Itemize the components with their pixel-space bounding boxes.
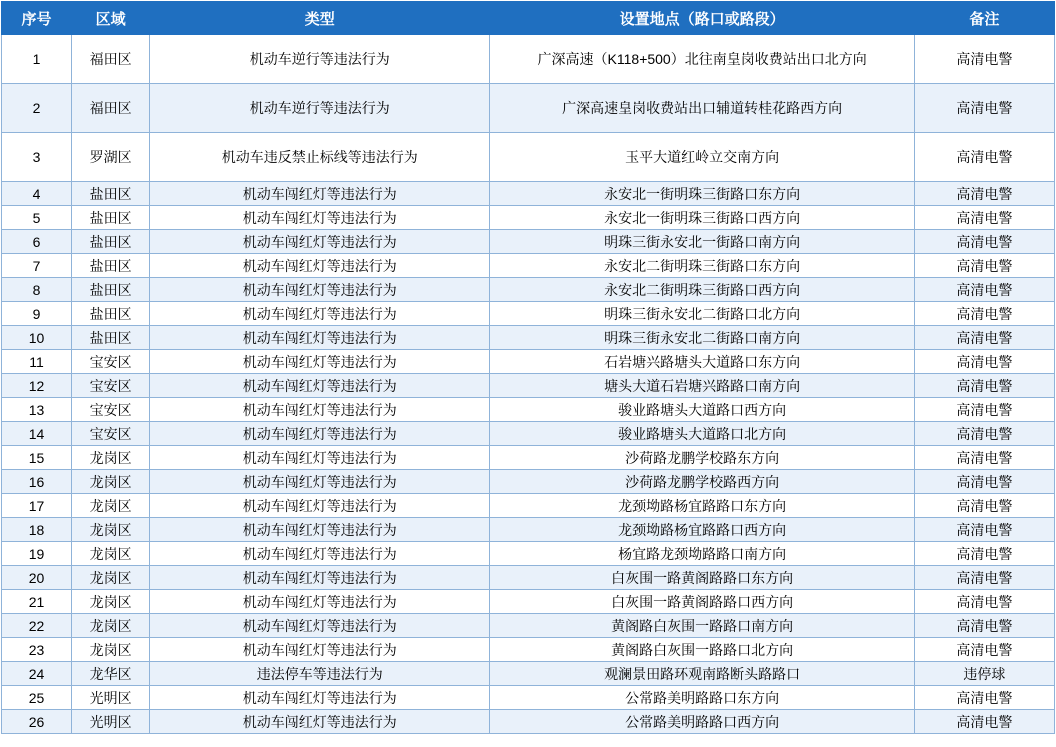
table-cell-note: 高清电警 [914,542,1054,566]
table-cell-location: 白灰围一路黄阁路路口东方向 [490,566,914,590]
table-cell-area: 宝安区 [72,398,150,422]
table-row [2,710,1055,734]
table-cell-location: 永安北二街明珠三街路口东方向 [490,254,914,278]
table-cell-index: 18 [2,518,72,542]
table-row [2,278,1055,302]
table-row [2,590,1055,614]
table-cell-index: 6 [2,230,72,254]
table-cell-note: 高清电警 [914,566,1054,590]
table-cell-note: 违停球 [914,662,1054,686]
table-row [2,35,1055,84]
table-cell-note: 高清电警 [914,35,1054,84]
table-cell-type: 机动车闯红灯等违法行为 [150,590,490,614]
table-row [2,422,1055,446]
table-cell-index: 16 [2,470,72,494]
table-cell-type: 机动车闯红灯等违法行为 [150,302,490,326]
table-cell-type: 机动车闯红灯等违法行为 [150,206,490,230]
table-row [2,470,1055,494]
table-cell-index: 24 [2,662,72,686]
table-cell-note: 高清电警 [914,614,1054,638]
table-cell-location: 广深高速皇岗收费站出口辅道转桂花路西方向 [490,84,914,133]
table-cell-location: 永安北一街明珠三街路口东方向 [490,182,914,206]
table-cell-index: 21 [2,590,72,614]
table-header [2,2,1055,35]
table-cell-type: 机动车闯红灯等违法行为 [150,398,490,422]
table-cell-type: 机动车闯红灯等违法行为 [150,254,490,278]
table-cell-type: 机动车逆行等违法行为 [150,35,490,84]
table-cell-location: 公常路美明路路口西方向 [490,710,914,734]
table-cell-area: 龙岗区 [72,638,150,662]
table-cell-note: 高清电警 [914,133,1054,182]
table-cell-note: 高清电警 [914,84,1054,133]
table-cell-type: 机动车闯红灯等违法行为 [150,638,490,662]
table-cell-type: 机动车闯红灯等违法行为 [150,230,490,254]
table-row [2,494,1055,518]
table-cell-area: 龙岗区 [72,590,150,614]
table-cell-type: 机动车闯红灯等违法行为 [150,326,490,350]
table-cell-area: 龙岗区 [72,614,150,638]
table-cell-index: 9 [2,302,72,326]
table-cell-location: 沙荷路龙鹏学校路西方向 [490,470,914,494]
table-cell-area: 龙岗区 [72,566,150,590]
table-cell-area: 龙华区 [72,662,150,686]
table-cell-note: 高清电警 [914,494,1054,518]
table-cell-note: 高清电警 [914,470,1054,494]
table-cell-type: 机动车闯红灯等违法行为 [150,374,490,398]
table-row [2,542,1055,566]
table-cell-index: 2 [2,84,72,133]
table-cell-area: 光明区 [72,686,150,710]
table-cell-location: 黄阁路白灰围一路路口北方向 [490,638,914,662]
table-cell-index: 20 [2,566,72,590]
table-cell-location: 公常路美明路路口东方向 [490,686,914,710]
table-cell-area: 盐田区 [72,254,150,278]
table-cell-index: 10 [2,326,72,350]
column-header-area: 区域 [72,2,150,35]
table-cell-location: 骏业路塘头大道路口西方向 [490,398,914,422]
table-cell-type: 机动车闯红灯等违法行为 [150,422,490,446]
table-cell-note: 高清电警 [914,206,1054,230]
table-cell-note: 高清电警 [914,638,1054,662]
table-row [2,326,1055,350]
table-cell-type: 机动车闯红灯等违法行为 [150,686,490,710]
table-cell-type: 机动车闯红灯等违法行为 [150,710,490,734]
table-cell-index: 26 [2,710,72,734]
table-cell-note: 高清电警 [914,350,1054,374]
table-cell-type: 机动车闯红灯等违法行为 [150,614,490,638]
table-cell-index: 14 [2,422,72,446]
table-row [2,302,1055,326]
table-cell-location: 广深高速（K118+500）北往南皇岗收费站出口北方向 [490,35,914,84]
column-header-location: 设置地点（路口或路段） [490,2,914,35]
table-cell-note: 高清电警 [914,230,1054,254]
table-cell-area: 福田区 [72,84,150,133]
table-cell-note: 高清电警 [914,254,1054,278]
table-cell-area: 宝安区 [72,374,150,398]
table-cell-index: 23 [2,638,72,662]
table-cell-area: 龙岗区 [72,470,150,494]
table-cell-index: 13 [2,398,72,422]
table-row [2,350,1055,374]
table-cell-area: 盐田区 [72,230,150,254]
violation-camera-table [1,1,1055,734]
table-cell-note: 高清电警 [914,398,1054,422]
table-cell-type: 机动车闯红灯等违法行为 [150,542,490,566]
table-row [2,398,1055,422]
table-row [2,566,1055,590]
table-row [2,230,1055,254]
table-cell-area: 盐田区 [72,182,150,206]
table-cell-index: 8 [2,278,72,302]
table-cell-location: 沙荷路龙鹏学校路东方向 [490,446,914,470]
table-cell-type: 机动车违反禁止标线等违法行为 [150,133,490,182]
table-cell-note: 高清电警 [914,686,1054,710]
table-row [2,446,1055,470]
table-row [2,254,1055,278]
table-cell-index: 15 [2,446,72,470]
table-cell-type: 机动车闯红灯等违法行为 [150,470,490,494]
table-cell-location: 白灰围一路黄阁路路口西方向 [490,590,914,614]
table-cell-note: 高清电警 [914,710,1054,734]
table-cell-area: 罗湖区 [72,133,150,182]
table-row [2,662,1055,686]
table-cell-area: 光明区 [72,710,150,734]
table-cell-location: 观澜景田路环观南路断头路路口 [490,662,914,686]
table-cell-type: 机动车闯红灯等违法行为 [150,494,490,518]
column-header-note: 备注 [914,2,1054,35]
table-cell-area: 宝安区 [72,350,150,374]
table-cell-note: 高清电警 [914,326,1054,350]
table-cell-area: 盐田区 [72,278,150,302]
table-cell-index: 25 [2,686,72,710]
table-row [2,638,1055,662]
table-cell-location: 石岩塘兴路塘头大道路口东方向 [490,350,914,374]
table-cell-index: 7 [2,254,72,278]
table-cell-location: 龙颈坳路杨宜路路口东方向 [490,494,914,518]
table-cell-location: 永安北一街明珠三街路口西方向 [490,206,914,230]
table-cell-location: 杨宜路龙颈坳路路口南方向 [490,542,914,566]
table-cell-location: 塘头大道石岩塘兴路路口南方向 [490,374,914,398]
table-cell-type: 机动车闯红灯等违法行为 [150,566,490,590]
table-cell-location: 骏业路塘头大道路口北方向 [490,422,914,446]
table-row [2,206,1055,230]
table-cell-area: 福田区 [72,35,150,84]
table-cell-note: 高清电警 [914,590,1054,614]
table-cell-type: 机动车闯红灯等违法行为 [150,182,490,206]
table-cell-note: 高清电警 [914,302,1054,326]
table-cell-note: 高清电警 [914,446,1054,470]
table-row [2,182,1055,206]
table-cell-area: 盐田区 [72,206,150,230]
table-cell-area: 龙岗区 [72,518,150,542]
table-cell-location: 玉平大道红岭立交南方向 [490,133,914,182]
table-row [2,374,1055,398]
table-cell-index: 4 [2,182,72,206]
table-row [2,518,1055,542]
table-cell-location: 黄阁路白灰围一路路口南方向 [490,614,914,638]
table-cell-note: 高清电警 [914,374,1054,398]
table-cell-type: 违法停车等违法行为 [150,662,490,686]
table-cell-note: 高清电警 [914,422,1054,446]
table-cell-area: 龙岗区 [72,494,150,518]
table-body [2,35,1055,734]
table-row [2,614,1055,638]
table-cell-index: 19 [2,542,72,566]
table-cell-location: 明珠三街永安北二街路口南方向 [490,326,914,350]
table-cell-index: 17 [2,494,72,518]
table-cell-area: 盐田区 [72,302,150,326]
table-row [2,84,1055,133]
table-cell-index: 12 [2,374,72,398]
table-cell-type: 机动车闯红灯等违法行为 [150,350,490,374]
table-cell-location: 明珠三街永安北一街路口南方向 [490,230,914,254]
table-cell-location: 永安北二街明珠三街路口西方向 [490,278,914,302]
table-row [2,133,1055,182]
table-cell-note: 高清电警 [914,278,1054,302]
table-cell-note: 高清电警 [914,182,1054,206]
table-cell-area: 龙岗区 [72,446,150,470]
table-cell-location: 龙颈坳路杨宜路路口西方向 [490,518,914,542]
table-cell-area: 盐田区 [72,326,150,350]
table-cell-area: 宝安区 [72,422,150,446]
table-cell-area: 龙岗区 [72,542,150,566]
table-cell-index: 5 [2,206,72,230]
column-header-type: 类型 [150,2,490,35]
table-cell-index: 3 [2,133,72,182]
table-cell-index: 11 [2,350,72,374]
column-header-index: 序号 [2,2,72,35]
table-cell-index: 22 [2,614,72,638]
table-cell-index: 1 [2,35,72,84]
table-cell-type: 机动车逆行等违法行为 [150,84,490,133]
table-cell-type: 机动车闯红灯等违法行为 [150,518,490,542]
table-row [2,686,1055,710]
table-cell-type: 机动车闯红灯等违法行为 [150,446,490,470]
table-header-row [2,2,1055,35]
table-cell-location: 明珠三街永安北二街路口北方向 [490,302,914,326]
table-cell-note: 高清电警 [914,518,1054,542]
table-cell-type: 机动车闯红灯等违法行为 [150,278,490,302]
